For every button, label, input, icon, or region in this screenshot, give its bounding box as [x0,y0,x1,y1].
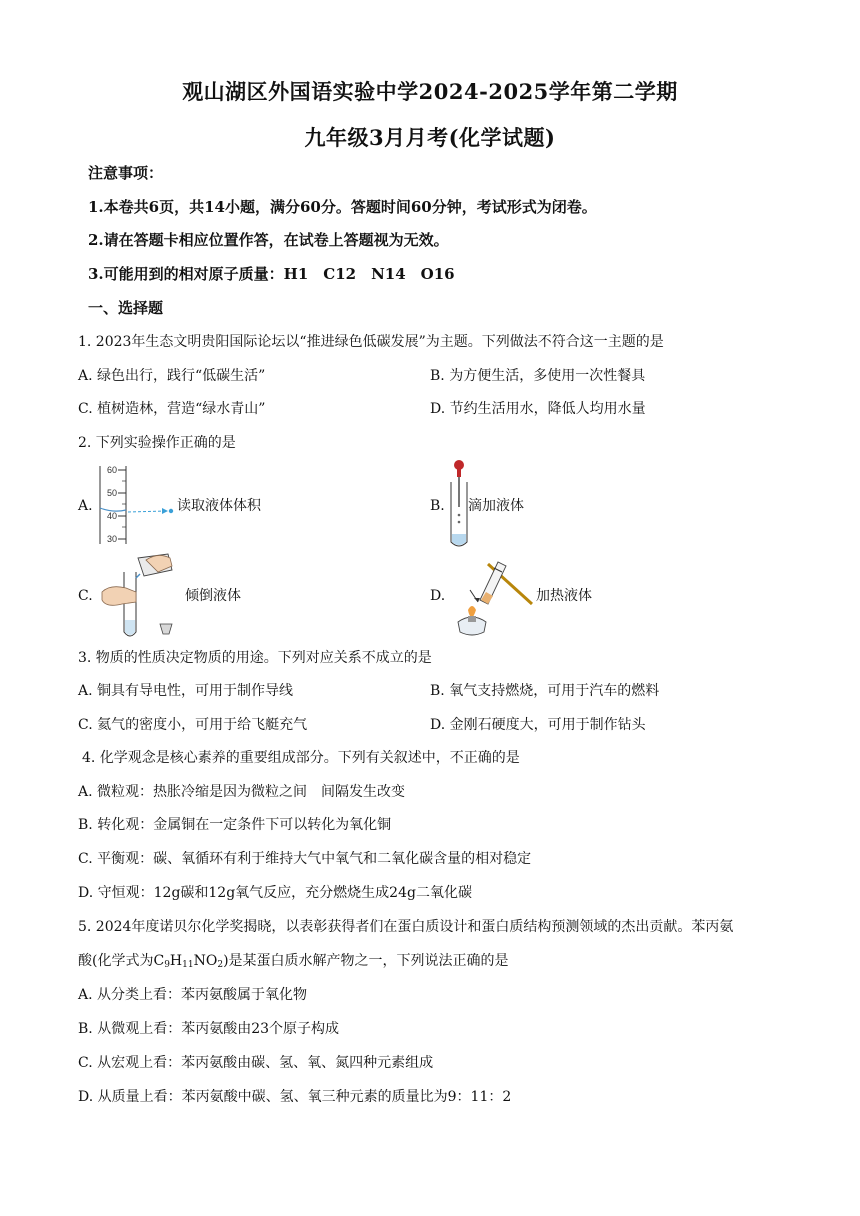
cylinder-tick-30: 30 [107,534,118,544]
q1-option-b: B. 为方便生活，多使用一次性餐具 [430,368,646,384]
exam-title-line2: 九年级3月月考(化学试题) [304,125,556,150]
q4-option-a: A. 微粒观：热胀冷缩是因为微粒之间 间隔发生改变 [78,784,406,800]
note-item-1: 1.本卷共6页，共14小题，满分60分。答题时间60分钟，考试形式为闭卷。 [88,198,597,216]
q2-option-d-letter: D. [430,588,446,604]
formula-no: NO [193,953,218,969]
q1-option-a: A. 绿色出行，践行“低碳生活” [78,368,266,384]
formula-sub-h: 11 [182,960,194,970]
q3-option-d: D. 金刚石硬度大，可用于制作钻头 [430,717,646,733]
q2-option-c-letter: C. [78,588,93,604]
q2-option-d-caption: 加热液体 [536,588,592,604]
notes-heading: 注意事项： [88,164,164,182]
pouring-liquid-figure [96,550,180,640]
q4-option-b: B. 转化观：金属铜在一定条件下可以转化为氧化铜 [78,817,392,833]
formula-h: H [169,953,183,969]
section-choice-heading: 一、选择题 [88,299,164,317]
cylinder-tick-50: 50 [107,488,118,498]
q1-option-c: C. 植树造林，营造“绿水青山” [78,401,266,417]
q3-stem: 3. 物质的性质决定物质的用途。下列对应关系不成立的是 [78,650,432,666]
q2-option-b-letter: B. [430,498,445,514]
formula-sub-c: 9 [164,960,170,970]
cylinder-tick-40: 40 [107,511,118,521]
q4-option-c: C. 平衡观：碳、氧循环有利于维持大气中氧气和二氧化碳含量的相对稳定 [78,851,532,867]
note-item-2: 2.请在答题卡相应位置作答，在试卷上答题视为无效。 [88,231,449,249]
cylinder-tick-60: 60 [107,465,118,475]
q1-option-d: D. 节约生活用水，降低人均用水量 [430,401,646,417]
q4-stem: 4. 化学观念是核心素养的重要组成部分。下列有关叙述中，不正确的是 [82,750,520,766]
q1-stem: 1. 2023年生态文明贵阳国际论坛以“推进绿色低碳发展”为主题。下列做法不符合这一主题的是 [78,334,664,350]
q5-stem-line1: 5. 2024年度诺贝尔化学奖揭晓，以表彰获得者们在蛋白质设计和蛋白质结构预测领域的杰出贡献。苯丙氨 [78,919,734,935]
q4-option-d: D. 守恒观：12g碳和12g氧气反应，充分燃烧生成24g二氧化碳 [78,885,472,901]
q3-option-c: C. 氦气的密度小，可用于给飞艇充气 [78,717,308,733]
q5-option-c: C. 从宏观上看：苯丙氨酸由碳、氢、氧、氮四种元素组成 [78,1055,434,1071]
q2-option-a-caption: 读取液体体积 [177,498,261,514]
q2-option-c-caption: 倾倒液体 [185,588,241,604]
q5-option-a: A. 从分类上看：苯丙氨酸属于氧化物 [78,987,308,1003]
q2-option-b-caption: 滴加液体 [468,498,524,514]
note-item-3: 3.可能用到的相对原子质量：H1 C12 N14 O16 [88,265,455,283]
q2-option-a-letter: A. [78,498,93,514]
q5-option-b: B. 从微观上看：苯丙氨酸由23个原子构成 [78,1021,340,1037]
q3-option-b: B. 氧气支持燃烧，可用于汽车的燃料 [430,683,660,699]
formula-sub-o: 2 [217,960,224,970]
q5-stem-pre: 酸(化学式为C [78,953,165,969]
q3-option-a: A. 铜具有导电性，可用于制作导线 [78,683,294,699]
graduated-cylinder-figure [96,462,176,548]
q5-option-d: D. 从质量上看：苯丙氨酸中碳、氢、氧三种元素的质量比为9：11：2 [78,1089,512,1105]
heating-liquid-figure [448,552,536,640]
q5-stem-post: )是某蛋白质水解产物之一，下列说法正确的是 [223,953,509,969]
q2-stem: 2. 下列实验操作正确的是 [78,435,236,451]
exam-title-line1: 观山湖区外国语实验中学2024-2025学年第二学期 [182,79,678,104]
q5-stem-line2 [78,951,509,975]
